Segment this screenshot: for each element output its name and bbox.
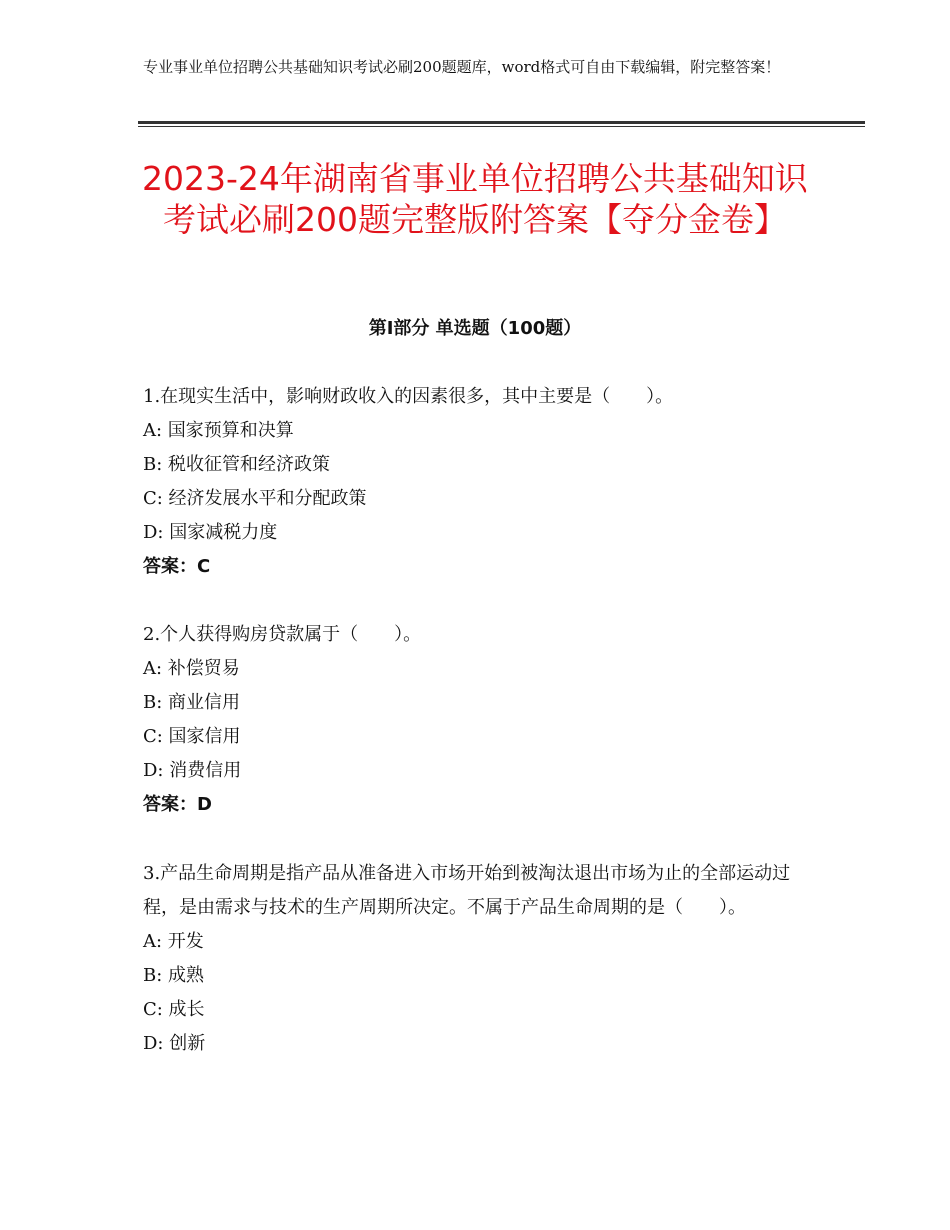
answer: 答案：C bbox=[143, 556, 211, 577]
question-stem: 1.在现实生活中，影响财政收入的因素很多，其中主要是（ ）。 bbox=[143, 386, 674, 407]
option-a: A: 开发 bbox=[143, 931, 204, 952]
option-c: C: 国家信用 bbox=[143, 726, 241, 747]
question-1 bbox=[143, 380, 803, 584]
document-title: 2023-24年湖南省事业单位招聘公共基础知识考试必刷200题完整版附答案【夺分金卷】 bbox=[142, 159, 808, 239]
question-stem: 3.产品生命周期是指产品从准备进入市场开始到被淘汰退出市场为止的全部运动过程，是由需求与技术的生产周期所决定。不属于产品生命周期的是（ ）。 bbox=[143, 863, 791, 918]
option-d: D: 创新 bbox=[143, 1033, 206, 1054]
option-c: C: 成长 bbox=[143, 999, 205, 1020]
section-heading: 第Ⅰ部分 单选题（100题） bbox=[368, 318, 582, 339]
header-rule-thin bbox=[138, 126, 865, 127]
question-2 bbox=[143, 618, 803, 822]
question-stem: 2.个人获得购房贷款属于（ ）。 bbox=[143, 624, 422, 645]
option-d: D: 国家减税力度 bbox=[143, 522, 278, 543]
header-note: 专业事业单位招聘公共基础知识考试必刷200题题库，word格式可自由下载编辑，附完整答案！ bbox=[143, 58, 781, 76]
option-b: B: 成熟 bbox=[143, 965, 205, 986]
option-b: B: 商业信用 bbox=[143, 692, 241, 713]
option-d: D: 消费信用 bbox=[143, 760, 242, 781]
question-3 bbox=[143, 857, 803, 1061]
option-b: B: 税收征管和经济政策 bbox=[143, 454, 331, 475]
option-c: C: 经济发展水平和分配政策 bbox=[143, 488, 367, 509]
option-a: A: 补偿贸易 bbox=[143, 658, 240, 679]
answer: 答案：D bbox=[143, 794, 212, 815]
option-a: A: 国家预算和决算 bbox=[143, 420, 294, 441]
header-rule-thick bbox=[138, 121, 865, 124]
